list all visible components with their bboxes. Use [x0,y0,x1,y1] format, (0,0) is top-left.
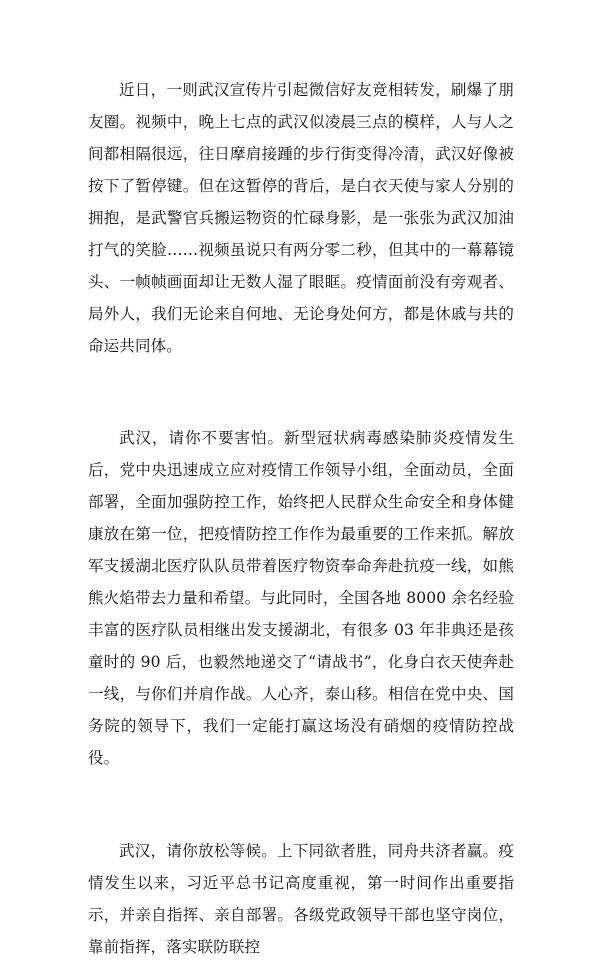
paragraph-wait-calmly: 武汉，请你放松等候。上下同欲者胜，同舟共济者赢。疫情发生以来，习近平总书记高度重视，第一时间作出重要指示，并亲自指挥、亲自部署。各级党政领导干部也坚守岗位，靠前指挥，落实联防联控 [88,842,514,956]
paragraph-do-not-fear: 武汉，请你不要害怕。新型冠状病毒感染肺炎疫情发生后，党中央迅速成立应对疫情工作领导小组，全面动员，全面部署，全面加强防控工作，始终把人民群众生命安全和身体健康放在第一位，把疫情防控工作作为最重要的工作来抓。解放军支援湖北医疗队队员带着医疗物资奉命奔赴抗疫一线，如熊熊火焰带去力量和希望。与此同时，全国各地 8000 余名经验丰富的医疗队员相继出发支援湖北，有很多 03 年非典还是孩童时的 90 后，也毅然地递交了“请战书”，化身白衣天使奔赴一线，与你们并肩作战。人心齐，泰山移。相信在党中央、国务院的领导下，我们一定能打赢这场没有硝烟的疫情防控战役。 [88,429,514,767]
paragraph-wuhan-video: 近日，一则武汉宣传片引起微信好友竞相转发，刷爆了朋友圈。视频中，晚上七点的武汉似凌晨三点的模样，人与人之间都相隔很远，往日摩肩接踵的步行街变得冷清，武汉好像被按下了暂停键。但在这暂停的背后，是白衣天使与家人分别的拥抱，是武警官兵搬运物资的忙碌身影，是一张张为武汉加油打气的笑脸……视频虽说只有两分零二秒，但其中的一幕幕镜头、一帧帧画面却让无数人湿了眼眶。疫情面前没有旁观者、局外人，我们无论来自何地、无论身处何方，都是休戚与共的命运共同体。 [88,81,514,355]
